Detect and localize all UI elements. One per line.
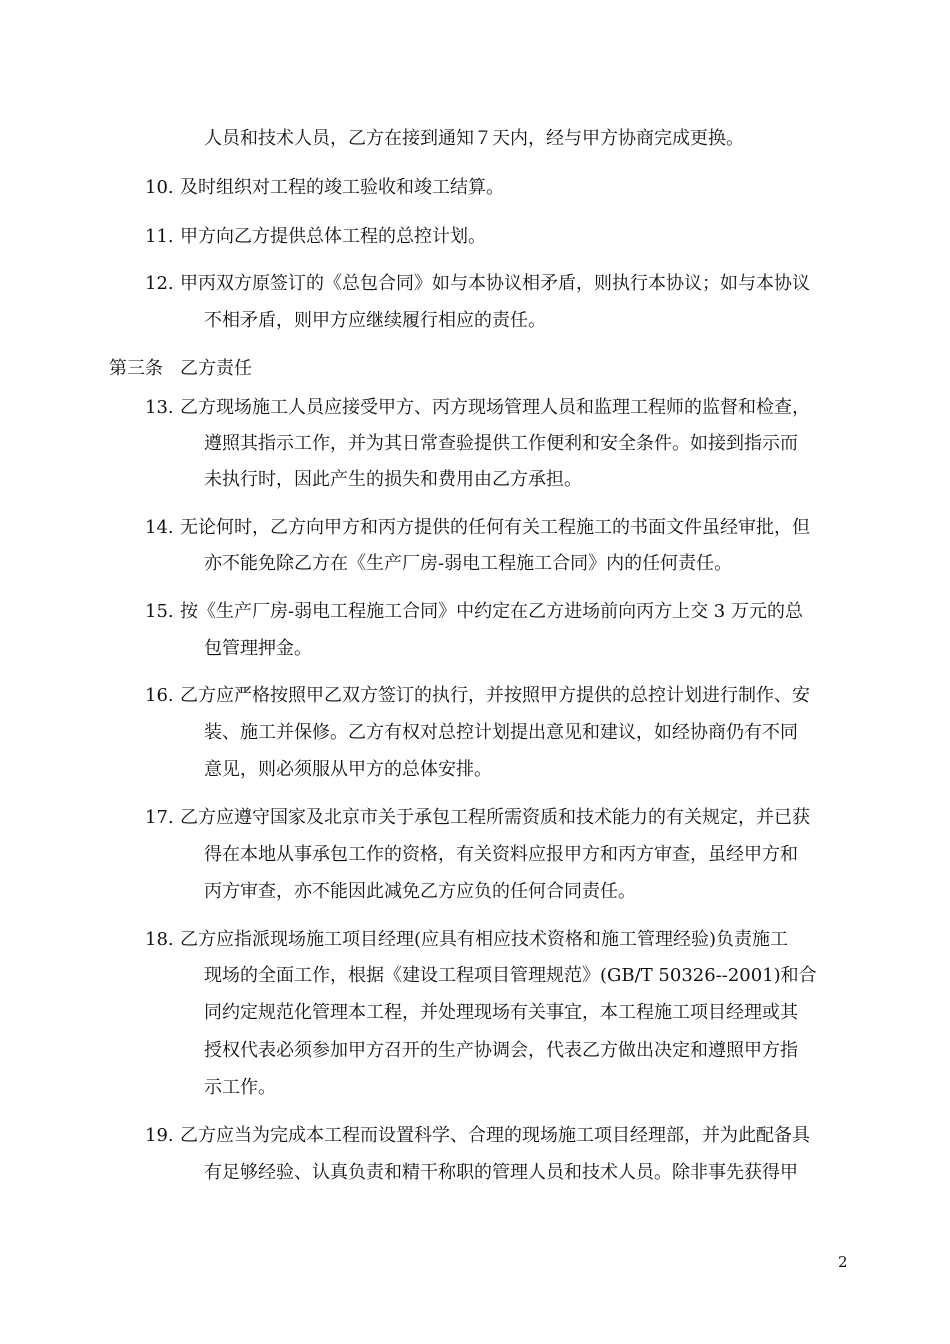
item-number: 16.	[145, 685, 174, 706]
paragraph-line: 乙方现场施工人员应接受甲方、丙方现场管理人员和监理工程师的监督和检查，	[180, 397, 810, 418]
item-number: 17.	[145, 807, 174, 828]
item-number: 15.	[145, 601, 174, 622]
paragraph-line: 同约定规范化管理本工程，并处理现场有关事宜，本工程施工项目经理或其	[204, 1002, 798, 1023]
paragraph-line: 人员和技术人员，乙方在接到通知７天内，经与甲方协商完成更换。	[204, 128, 744, 149]
item-number: 13.	[145, 397, 174, 418]
paragraph-line: 乙方应当为完成本工程而设置科学、合理的现场施工项目经理部，并为此配备具	[180, 1125, 810, 1146]
paragraph-line: 丙方审查，亦不能因此减免乙方应负的任何合同责任。	[204, 881, 636, 902]
paragraph-line: 亦不能免除乙方在《生产厂房-弱电工程施工合同》内的任何责任。	[204, 553, 733, 574]
page-number: 2	[838, 1253, 848, 1271]
paragraph-line: 授权代表必须参加甲方召开的生产协调会，代表乙方做出决定和遵照甲方指	[204, 1040, 798, 1061]
paragraph-line: 甲方向乙方提供总体工程的总控计划。	[180, 226, 486, 247]
item-number: 12.	[145, 273, 174, 294]
paragraph-line: 有足够经验、认真负责和精干称职的管理人员和技术人员。除非事先获得甲	[204, 1162, 798, 1183]
paragraph-line: 不相矛盾，则甲方应继续履行相应的责任。	[204, 310, 546, 331]
item-number: 18.	[145, 929, 174, 950]
paragraph-line: 按《生产厂房-弱电工程施工合同》中约定在乙方进场前向丙方上交 3 万元的总	[180, 601, 803, 622]
paragraph-line: 乙方应指派现场施工项目经理(应具有相应技术资格和施工管理经验)负责施工	[180, 929, 789, 950]
paragraph-line: 遵照其指示工作，并为其日常查验提供工作便利和安全条件。如接到指示而	[204, 433, 798, 454]
item-number: 11.	[145, 226, 174, 247]
section-heading-title: 乙方责任	[180, 358, 252, 379]
paragraph-line: 及时组织对工程的竣工验收和竣工结算。	[180, 177, 504, 198]
paragraph-line: 乙方应遵守国家及北京市关于承包工程所需资质和技术能力的有关规定，并已获	[180, 807, 810, 828]
item-number: 19.	[145, 1125, 174, 1146]
paragraph-line: 示工作。	[204, 1077, 276, 1098]
paragraph-line: 意见，则必须服从甲方的总体安排。	[204, 759, 492, 780]
paragraph-line: 乙方应严格按照甲乙双方签订的执行，并按照甲方提供的总控计划进行制作、安	[180, 685, 810, 706]
section-heading-label: 第三条	[109, 358, 163, 379]
paragraph-line: 装、施工并保修。乙方有权对总控计划提出意见和建议，如经协商仍有不同	[204, 722, 798, 743]
paragraph-line: 无论何时，乙方向甲方和丙方提供的任何有关工程施工的书面文件虽经审批，但	[180, 517, 810, 538]
paragraph-line: 甲丙双方原签订的《总包合同》如与本协议相矛盾，则执行本协议；如与本协议	[180, 273, 810, 294]
paragraph-line: 未执行时，因此产生的损失和费用由乙方承担。	[204, 469, 582, 490]
item-number: 14.	[145, 517, 174, 538]
item-number: 10.	[145, 177, 174, 198]
paragraph-line: 包管理押金。	[204, 638, 312, 659]
paragraph-line: 得在本地从事承包工作的资格，有关资料应报甲方和丙方审查，虽经甲方和	[204, 844, 798, 865]
paragraph-line: 现场的全面工作，根据《建设工程项目管理规范》(GB/T 50326--2001)和合	[204, 965, 817, 986]
